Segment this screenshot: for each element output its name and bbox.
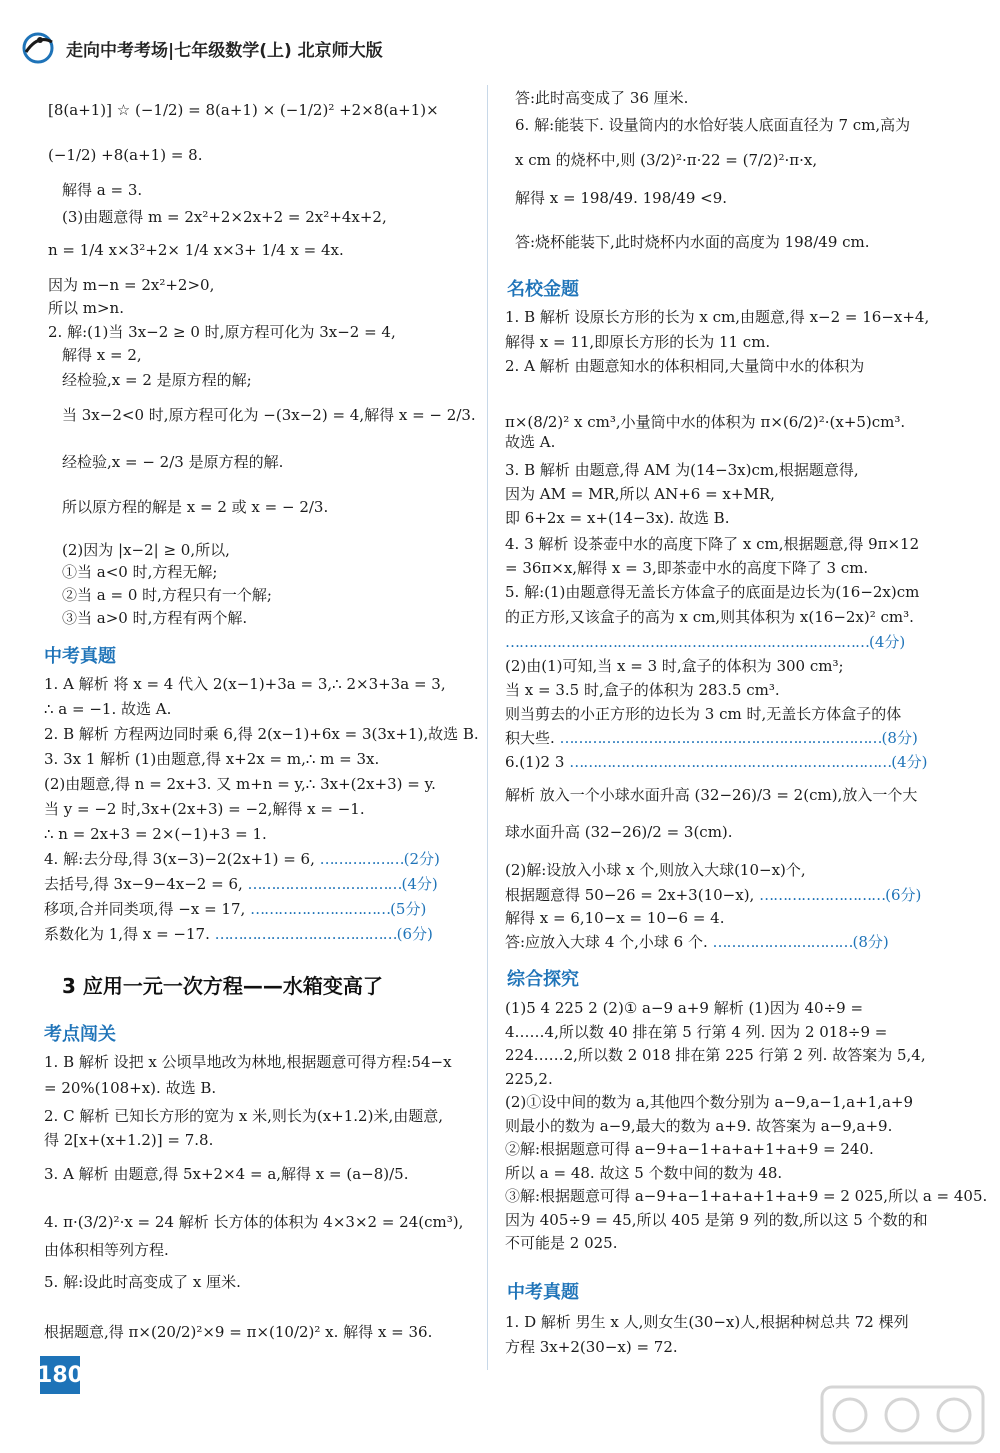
solution-line: 答:烧杯能装下,此时烧杯内水面的高度为 198/49 cm. bbox=[515, 233, 870, 251]
solution-line: 所以原方程的解是 x = 2 或 x = − 2/3. bbox=[62, 498, 329, 516]
solution-line: ①当 a<0 时,方程无解; bbox=[62, 563, 218, 581]
exam-answer-line bbox=[44, 874, 438, 894]
watermark-logo-icon bbox=[820, 1385, 985, 1445]
line-text: 去括号,得 3x−9−4x−2 = 6, bbox=[44, 875, 248, 893]
answer-line bbox=[505, 932, 889, 952]
line-text: 答:应放入大球 4 个,小球 6 个. bbox=[505, 933, 713, 951]
answer-line: 的正方形,又该盒子的高为 x cm,则其体积为 x(16−2x)² cm³. bbox=[505, 608, 914, 626]
score-marker: (6分) bbox=[396, 925, 433, 943]
answer-line: 1. B 解析 设原长方形的长为 x cm,由题意,得 x−2 = 16−x+4, bbox=[505, 308, 930, 326]
solution-line: x cm 的烧杯中,则 (3/2)²·π·22 = (7/2)²·π·x, bbox=[515, 151, 818, 169]
solution-line: 解得 x = 198/49. 198/49 <9. bbox=[515, 189, 728, 207]
solution-line: 解得 x = 2, bbox=[62, 346, 142, 364]
answer-line: π×(8/2)² x cm³,小量筒中水的体积为 π×(6/2)²·(x+5)cm³. bbox=[505, 413, 906, 431]
line-text: 6.(1)2 3 bbox=[505, 753, 570, 771]
answer-line: 解析 放入一个小球水面升高 (32−26)/3 = 2(cm),放入一个大 bbox=[505, 786, 918, 804]
score-marker: (4分) bbox=[401, 875, 438, 893]
answer-line: 3. A 解析 由题意,得 5x+2×4 = a,解得 x = (a−8)/5. bbox=[44, 1165, 409, 1183]
chapter-title: 3 应用一元一次方程——水箱变高了 bbox=[62, 974, 383, 998]
score-marker: (4分) bbox=[869, 633, 906, 651]
answer-line bbox=[505, 752, 927, 772]
leader-dots: ………………………… bbox=[250, 900, 391, 918]
answer-line: 即 6+2x = x+(14−3x). 故选 B. bbox=[505, 509, 730, 527]
solution-line: n = 1/4 x×3²+2× 1/4 x×3+ 1/4 x = 4x. bbox=[48, 241, 344, 259]
explore-line: (2)①设中间的数为 a,其他四个数分别为 a−9,a−1,a+1,a+9 bbox=[505, 1093, 914, 1111]
answer-line: 因为 AM = MR,所以 AN+6 = x+MR, bbox=[505, 485, 775, 503]
answer-line: 解得 x = 11,即原长方形的长为 11 cm. bbox=[505, 333, 771, 351]
explore-line: 不可能是 2 025. bbox=[505, 1234, 618, 1252]
solution-line: 解得 a = 3. bbox=[62, 181, 143, 199]
answer-line: 由体积相等列方程. bbox=[44, 1241, 169, 1259]
section-title: 考点闯关 bbox=[44, 1024, 116, 1045]
answer-line: = 20%(108+x). 故选 B. bbox=[44, 1079, 217, 1097]
explore-line: 224……2,所以数 2 018 排在第 225 行第 2 列. 故答案为 5,4, bbox=[505, 1046, 926, 1064]
answer-line bbox=[505, 885, 921, 905]
score-marker: (2分) bbox=[403, 850, 440, 868]
answer-line bbox=[505, 632, 905, 652]
line-text: 积大些. bbox=[505, 729, 560, 747]
explore-line: ②解:根据题意可得 a−9+a−1+a+a+1+a+9 = 240. bbox=[505, 1140, 874, 1158]
section-title: 综合探究 bbox=[507, 969, 579, 990]
section-title: 中考真题 bbox=[507, 1282, 579, 1303]
line-text: 4. 解:去分母,得 3(x−3)−2(2x+1) = 6, bbox=[44, 850, 320, 868]
solution-line: (2)因为 |x−2| ≥ 0,所以, bbox=[62, 541, 230, 559]
exam-answer-line: 方程 3x+2(30−x) = 72. bbox=[505, 1338, 678, 1356]
solution-line: (−1/2) +8(a+1) = 8. bbox=[48, 146, 203, 164]
answer-line: 球水面升高 (32−26)/2 = 3(cm). bbox=[505, 823, 733, 841]
answer-line: (2)由(1)可知,当 x = 3 时,盒子的体积为 300 cm³; bbox=[505, 657, 844, 675]
line-text: 移项,合并同类项,得 −x = 17, bbox=[44, 900, 251, 918]
answer-line: 4. 3 解析 设茶壶中水的高度下降了 x cm,根据题意,得 9π×12 bbox=[505, 535, 920, 553]
answer-line: 2. A 解析 由题意知水的体积相同,大量筒中水的体积为 bbox=[505, 357, 865, 375]
leader-dots: …………………………………………………………… bbox=[569, 753, 892, 771]
solution-line: [8(a+1)] ☆ (−1/2) = 8(a+1) × (−1/2)² +2×8(a+1)× bbox=[48, 101, 439, 119]
explore-line: (1)5 4 225 2 (2)① a−9 a+9 解析 (1)因为 40÷9 = bbox=[505, 999, 864, 1017]
answer-line: 故选 A. bbox=[505, 433, 556, 451]
exam-answer-line: 3. 3x 1 解析 (1)由题意,得 x+2x = m,∴ m = 3x. bbox=[44, 750, 380, 768]
exam-answer-line bbox=[44, 924, 433, 944]
exam-answer-line: 当 y = −2 时,3x+(2x+3) = −2,解得 x = −1. bbox=[44, 800, 365, 818]
answer-line: 2. C 解析 已知长方形的宽为 x 米,则长为(x+1.2)米,由题意, bbox=[44, 1107, 443, 1125]
leader-dots: ………………………… bbox=[712, 933, 853, 951]
answer-line: 4. π·(3/2)²·x = 24 解析 长方体的体积为 4×3×2 = 24(cm³), bbox=[44, 1213, 464, 1231]
leader-dots: …………………………… bbox=[247, 875, 402, 893]
section-title: 中考真题 bbox=[44, 646, 116, 667]
solution-line: ③当 a>0 时,方程有两个解. bbox=[62, 609, 248, 627]
explore-line: 因为 405÷9 = 45,所以 405 是第 9 列的数,所以这 5 个数的和 bbox=[505, 1210, 928, 1229]
answer-line: 则当剪去的小正方形的边长为 3 cm 时,无盖长方体盒子的体 bbox=[505, 705, 902, 723]
leader-dots: …………………………………………………………………… bbox=[505, 633, 869, 651]
leader-dots: ……………………… bbox=[759, 886, 886, 904]
answer-line: 根据题意,得 π×(20/2)²×9 = π×(10/2)² x. 解得 x = 36. bbox=[44, 1323, 433, 1341]
explore-line: ③解:根据题意可得 a−9+a−1+a+a+1+a+9 = 2 025,所以 a = 405. bbox=[505, 1187, 988, 1205]
exam-answer-line: ∴ n = 2x+3 = 2×(−1)+3 = 1. bbox=[44, 825, 267, 843]
line-text: 根据题意得 50−26 = 2x+3(10−x), bbox=[505, 886, 760, 904]
answer-line: = 36π×x,解得 x = 3,即茶壶中水的高度下降了 3 cm. bbox=[505, 559, 869, 577]
score-marker: (5分) bbox=[390, 900, 427, 918]
solution-line: 2. 解:(1)当 3x−2 ≥ 0 时,原方程可化为 3x−2 = 4, bbox=[48, 323, 396, 341]
leader-dots: …………………………………………………………… bbox=[559, 729, 882, 747]
answer-line: 5. 解:(1)由题意得无盖长方体盒子的底面是边长为(16−2x)cm bbox=[505, 583, 920, 601]
exam-answer-line bbox=[44, 849, 440, 869]
leader-dots: ……………… bbox=[319, 850, 404, 868]
solution-line: ②当 a = 0 时,方程只有一个解; bbox=[62, 586, 272, 604]
exam-answer-line bbox=[44, 899, 426, 919]
exam-answer-line: (2)由题意,得 n = 2x+3. 又 m+n = y,∴ 3x+(2x+3) = y. bbox=[44, 775, 436, 793]
answer-line: 5. 解:设此时高变成了 x 厘米. bbox=[44, 1273, 241, 1291]
score-marker: (6分) bbox=[885, 886, 922, 904]
answer-line bbox=[505, 728, 918, 748]
score-marker: (4分) bbox=[891, 753, 928, 771]
explore-line: 所以 a = 48. 故这 5 个数中间的数为 48. bbox=[505, 1163, 783, 1182]
header-title: 走向中考考场|七年级数学(上) 北京师大版 bbox=[66, 40, 383, 61]
line-text: 系数化为 1,得 x = −17. bbox=[44, 925, 215, 943]
solution-line: 当 3x−2<0 时,原方程可化为 −(3x−2) = 4,解得 x = − 2/3. bbox=[62, 406, 476, 424]
exam-answer-line: 2. B 解析 方程两边同时乘 6,得 2(x−1)+6x = 3(3x+1),故选 B. bbox=[44, 725, 479, 743]
answer-line: (2)解:设放入小球 x 个,则放入大球(10−x)个, bbox=[505, 861, 806, 879]
answer-line: 解得 x = 6,10−x = 10−6 = 4. bbox=[505, 909, 725, 927]
solution-line: 所以 m>n. bbox=[48, 299, 124, 317]
exam-answer-line: 1. A 解析 将 x = 4 代入 2(x−1)+3a = 3,∴ 2×3+3a = 3, bbox=[44, 675, 446, 693]
page-header bbox=[18, 28, 383, 68]
page-number: 180 bbox=[40, 1356, 80, 1394]
answer-line: 1. B 解析 设把 x 公顷旱地改为林地,根据题意可得方程:54−x bbox=[44, 1053, 452, 1071]
exam-answer-line: 1. D 解析 男生 x 人,则女生(30−x)人,根据种树总共 72 棵列 bbox=[505, 1313, 909, 1331]
answer-line: 3. B 解析 由题意,得 AM 为(14−3x)cm,根据题意得, bbox=[505, 461, 859, 479]
answer-line: 当 x = 3.5 时,盒子的体积为 283.5 cm³. bbox=[505, 681, 780, 699]
answer-line: 得 2[x+(x+1.2)] = 7.8. bbox=[44, 1131, 214, 1149]
score-marker: (8分) bbox=[852, 933, 889, 951]
solution-line: 答:此时高变成了 36 厘米. bbox=[515, 89, 689, 107]
explore-line: 4……4,所以数 40 排在第 5 行第 4 列. 因为 2 018÷9 = bbox=[505, 1022, 888, 1041]
solution-line: 经检验,x = − 2/3 是原方程的解. bbox=[62, 453, 284, 471]
solution-line: (3)由题意得 m = 2x²+2×2x+2 = 2x²+4x+2, bbox=[62, 208, 387, 226]
score-marker: (8分) bbox=[881, 729, 918, 747]
solution-line: 经检验,x = 2 是原方程的解; bbox=[62, 371, 252, 389]
leader-dots: ………………………………… bbox=[214, 925, 397, 943]
explore-line: 225,2. bbox=[505, 1069, 553, 1088]
solution-line: 因为 m−n = 2x²+2>0, bbox=[48, 276, 215, 294]
column-divider bbox=[487, 85, 488, 1370]
exam-answer-line: ∴ a = −1. 故选 A. bbox=[44, 700, 172, 718]
book-logo-icon bbox=[18, 30, 58, 66]
explore-line: 则最小的数为 a−9,最大的数为 a+9. 故答案为 a−9,a+9. bbox=[505, 1116, 893, 1135]
solution-line: 6. 解:能装下. 设量筒内的水恰好装人底面直径为 7 cm,高为 bbox=[515, 116, 911, 134]
section-title: 名校金题 bbox=[507, 279, 579, 300]
